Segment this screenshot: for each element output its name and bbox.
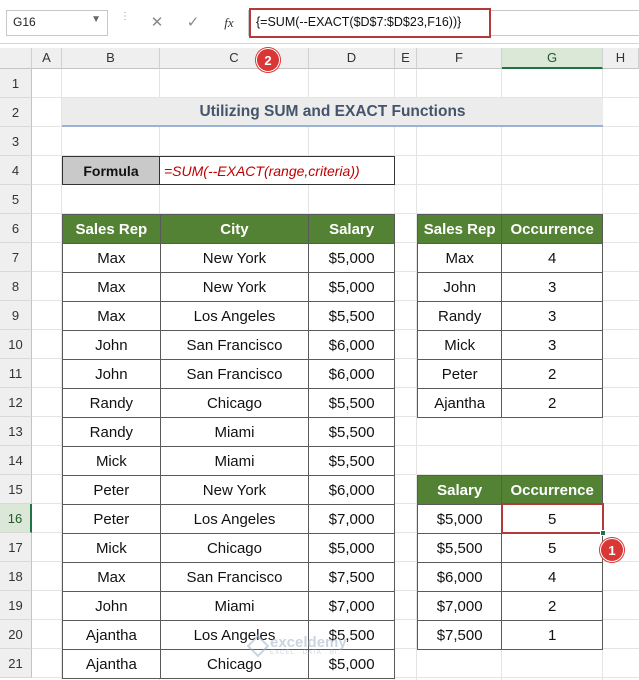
table-row bbox=[418, 331, 603, 360]
table-cell[interactable]: $5,000 bbox=[418, 505, 502, 534]
table-cell[interactable]: San Francisco bbox=[160, 331, 309, 360]
column-header-e[interactable]: E bbox=[395, 48, 417, 69]
table-cell[interactable]: 3 bbox=[502, 331, 603, 360]
table-row bbox=[418, 389, 603, 418]
table-cell[interactable]: $5,000 bbox=[309, 273, 395, 302]
table-cell[interactable]: Los Angeles bbox=[160, 505, 309, 534]
table-row bbox=[63, 273, 395, 302]
table-cell[interactable]: Miami bbox=[160, 418, 309, 447]
exceldemy-watermark bbox=[250, 636, 347, 656]
fill-handle[interactable] bbox=[600, 530, 606, 536]
table-row bbox=[63, 505, 395, 534]
table-cell[interactable]: $5,500 bbox=[309, 302, 395, 331]
table-row bbox=[418, 244, 603, 273]
table-cell[interactable]: 4 bbox=[502, 244, 603, 273]
table-cell[interactable]: Ajantha bbox=[63, 621, 161, 650]
row-header-21[interactable]: 21 bbox=[0, 649, 32, 678]
table-row bbox=[418, 505, 603, 534]
table-cell[interactable]: $6,000 bbox=[309, 360, 395, 389]
table-row bbox=[63, 563, 395, 592]
table-row bbox=[63, 534, 395, 563]
name-box-value: G16 bbox=[13, 15, 36, 29]
salary-table-body bbox=[418, 505, 603, 650]
header-sales-rep[interactable]: Sales Rep bbox=[63, 215, 161, 244]
select-all-corner[interactable] bbox=[0, 48, 32, 69]
table-cell[interactable]: 1 bbox=[502, 621, 603, 650]
column-header-a[interactable]: A bbox=[32, 48, 62, 69]
column-header-f[interactable]: F bbox=[417, 48, 502, 69]
checkmark-icon[interactable]: ✓ bbox=[186, 14, 200, 31]
table-cell[interactable]: $6,000 bbox=[309, 476, 395, 505]
table-cell[interactable]: San Francisco bbox=[160, 360, 309, 389]
table-cell[interactable]: $5,000 bbox=[309, 244, 395, 273]
header-occurrence[interactable]: Occurrence bbox=[502, 215, 603, 244]
chevron-down-icon[interactable]: ▼ bbox=[91, 14, 101, 25]
table-cell[interactable]: 2 bbox=[502, 592, 603, 621]
table-cell[interactable]: San Francisco bbox=[160, 563, 309, 592]
table-row bbox=[63, 302, 395, 331]
header-salary[interactable]: Salary bbox=[309, 215, 395, 244]
table-row bbox=[418, 592, 603, 621]
sales-table-body bbox=[63, 244, 395, 679]
table-cell[interactable]: New York bbox=[160, 273, 309, 302]
cancel-x-icon[interactable]: ✕ bbox=[150, 14, 164, 31]
table-cell[interactable]: Los Angeles bbox=[160, 621, 309, 650]
name-box[interactable] bbox=[6, 10, 108, 36]
table-cell[interactable]: Peter bbox=[418, 360, 502, 389]
table-header-row bbox=[63, 215, 395, 244]
table-cell[interactable]: Chicago bbox=[160, 534, 309, 563]
header-salary[interactable]: Salary bbox=[418, 476, 502, 505]
table-header-row bbox=[418, 215, 603, 244]
table-cell[interactable]: $5,500 bbox=[309, 389, 395, 418]
table-cell[interactable]: $5,500 bbox=[309, 447, 395, 476]
table-cell[interactable]: Peter bbox=[63, 476, 161, 505]
rep-occurrence-table bbox=[417, 214, 603, 418]
table-cell[interactable]: Ajantha bbox=[418, 389, 502, 418]
table-row bbox=[63, 447, 395, 476]
table-cell[interactable]: Miami bbox=[160, 592, 309, 621]
table-cell[interactable]: $6,000 bbox=[309, 331, 395, 360]
header-city[interactable]: City bbox=[160, 215, 309, 244]
row-header-8[interactable]: 8 bbox=[0, 272, 32, 301]
table-cell[interactable]: $5,500 bbox=[418, 534, 502, 563]
column-header-d[interactable]: D bbox=[309, 48, 395, 69]
row-header-6[interactable]: 6 bbox=[0, 214, 32, 243]
table-cell[interactable]: $5,500 bbox=[309, 418, 395, 447]
table-cell[interactable]: $7,500 bbox=[418, 621, 502, 650]
table-cell[interactable]: John bbox=[63, 331, 161, 360]
sheet-title: Utilizing SUM and EXACT Functions bbox=[62, 98, 603, 127]
formula-input[interactable]: {=SUM(--EXACT($D$7:$D$23,F16))} bbox=[249, 8, 491, 38]
table-cell[interactable]: John bbox=[63, 360, 161, 389]
table-row bbox=[63, 418, 395, 447]
sales-table bbox=[62, 214, 395, 679]
table-cell[interactable]: 2 bbox=[502, 389, 603, 418]
table-cell[interactable]: Max bbox=[63, 563, 161, 592]
table-cell[interactable]: Max bbox=[63, 273, 161, 302]
table-cell[interactable]: Mick bbox=[63, 447, 161, 476]
table-cell[interactable]: Max bbox=[63, 244, 161, 273]
row-header-2[interactable]: 2 bbox=[0, 98, 32, 127]
formula-label-cell[interactable]: Formula bbox=[62, 156, 160, 185]
row-header-11[interactable]: 11 bbox=[0, 359, 32, 388]
table-cell[interactable]: Max bbox=[63, 302, 161, 331]
table-cell[interactable]: Chicago bbox=[160, 650, 309, 679]
table-cell[interactable]: New York bbox=[160, 244, 309, 273]
table-cell[interactable]: 5 bbox=[502, 505, 603, 534]
table-cell[interactable]: John bbox=[63, 592, 161, 621]
formula-value-cell[interactable]: =SUM(--EXACT(range,criteria)) bbox=[160, 156, 395, 185]
table-row bbox=[418, 621, 603, 650]
row-header-18[interactable]: 18 bbox=[0, 562, 32, 591]
row-header-7[interactable]: 7 bbox=[0, 243, 32, 272]
exceldemy-logo-icon bbox=[247, 635, 270, 658]
table-row bbox=[418, 360, 603, 389]
table-cell[interactable]: $7,000 bbox=[418, 592, 502, 621]
table-cell[interactable]: 3 bbox=[502, 302, 603, 331]
table-cell[interactable]: 4 bbox=[502, 563, 603, 592]
table-row bbox=[63, 244, 395, 273]
table-cell[interactable]: $5,500 bbox=[309, 621, 395, 650]
table-cell[interactable]: Peter bbox=[63, 505, 161, 534]
drag-handle-dots[interactable]: ⋮ bbox=[120, 11, 130, 22]
table-row bbox=[63, 360, 395, 389]
row-header-1[interactable]: 1 bbox=[0, 69, 32, 98]
watermark-name: exceldemy bbox=[270, 634, 347, 651]
row-header-19[interactable]: 19 bbox=[0, 591, 32, 620]
column-header-g[interactable]: G bbox=[502, 48, 603, 69]
column-header-b[interactable]: B bbox=[62, 48, 160, 69]
row-header-5[interactable]: 5 bbox=[0, 185, 32, 214]
table-cell[interactable]: $6,000 bbox=[418, 563, 502, 592]
table-cell[interactable]: $7,000 bbox=[309, 505, 395, 534]
step-badge-2: 2 bbox=[256, 48, 280, 72]
table-cell[interactable]: $5,000 bbox=[309, 534, 395, 563]
table-cell[interactable]: Ajantha bbox=[63, 650, 161, 679]
table-row bbox=[63, 476, 395, 505]
watermark-tagline: EXCEL · DATA · BI bbox=[270, 650, 338, 656]
table-cell[interactable]: $7,000 bbox=[309, 592, 395, 621]
header-occurrence[interactable]: Occurrence bbox=[502, 476, 603, 505]
row-header-15[interactable]: 15 bbox=[0, 475, 32, 504]
table-row bbox=[418, 534, 603, 563]
row-header-3[interactable]: 3 bbox=[0, 127, 32, 156]
table-cell[interactable]: 5 bbox=[502, 534, 603, 563]
table-cell[interactable]: 2 bbox=[502, 360, 603, 389]
row-header-9[interactable]: 9 bbox=[0, 301, 32, 330]
column-header-h[interactable]: H bbox=[603, 48, 639, 69]
table-cell[interactable]: $7,500 bbox=[309, 563, 395, 592]
table-cell[interactable]: John bbox=[418, 273, 502, 302]
fx-icon[interactable]: fx bbox=[224, 15, 234, 30]
row-header-13[interactable]: 13 bbox=[0, 417, 32, 446]
table-row bbox=[418, 273, 603, 302]
row-header-4[interactable]: 4 bbox=[0, 156, 32, 185]
table-cell[interactable]: Randy bbox=[63, 389, 161, 418]
step-badge-1: 1 bbox=[600, 538, 624, 562]
table-cell[interactable]: Randy bbox=[63, 418, 161, 447]
table-cell[interactable]: Randy bbox=[418, 302, 502, 331]
table-row bbox=[63, 331, 395, 360]
row-header-17[interactable]: 17 bbox=[0, 533, 32, 562]
salary-occurrence-table bbox=[417, 475, 603, 650]
rep-table-body bbox=[418, 244, 603, 418]
row-header-14[interactable]: 14 bbox=[0, 446, 32, 475]
table-cell[interactable]: $5,000 bbox=[309, 650, 395, 679]
row-header-10[interactable]: 10 bbox=[0, 330, 32, 359]
table-cell[interactable]: Chicago bbox=[160, 389, 309, 418]
table-cell[interactable]: Mick bbox=[63, 534, 161, 563]
table-cell[interactable]: Miami bbox=[160, 447, 309, 476]
table-row bbox=[63, 389, 395, 418]
table-row bbox=[63, 592, 395, 621]
row-header-12[interactable]: 12 bbox=[0, 388, 32, 417]
table-cell[interactable]: 3 bbox=[502, 273, 603, 302]
column-header-c[interactable]: C bbox=[160, 48, 309, 69]
row-header-16[interactable]: 16 bbox=[0, 504, 32, 533]
row-header-20[interactable]: 20 bbox=[0, 620, 32, 649]
table-cell[interactable]: Max bbox=[418, 244, 502, 273]
table-cell[interactable]: Mick bbox=[418, 331, 502, 360]
table-cell[interactable]: Los Angeles bbox=[160, 302, 309, 331]
table-header-row bbox=[418, 476, 603, 505]
table-row bbox=[418, 302, 603, 331]
header-sales-rep[interactable]: Sales Rep bbox=[418, 215, 502, 244]
table-row bbox=[418, 563, 603, 592]
table-cell[interactable]: New York bbox=[160, 476, 309, 505]
